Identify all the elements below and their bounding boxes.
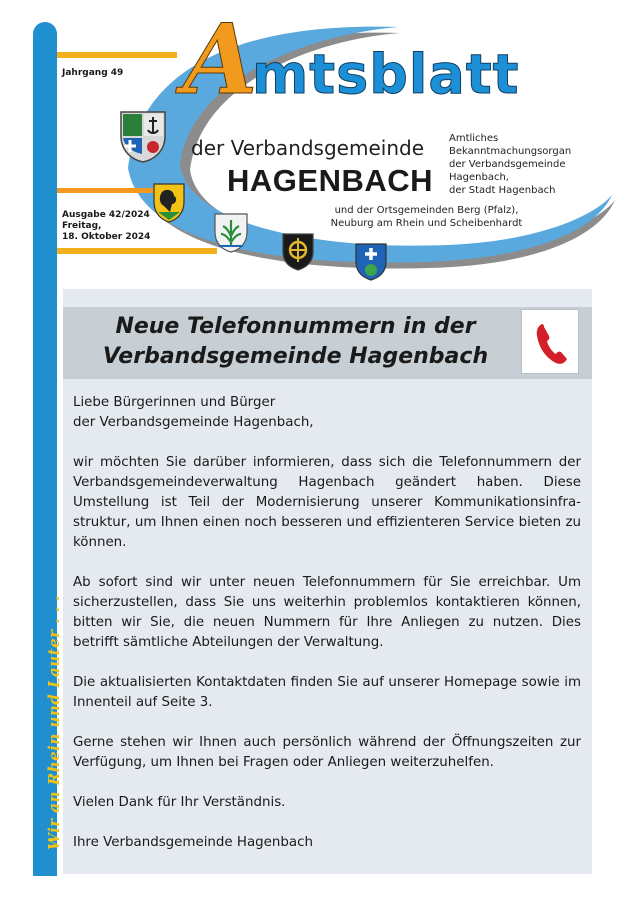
yellow-rule-bottom <box>57 248 217 254</box>
municipalities-line: Neuburg am Rhein und Scheibenhardt <box>330 218 523 229</box>
orange-rule <box>57 188 157 193</box>
phone-icon <box>522 310 580 375</box>
phone-icon-box <box>521 309 579 374</box>
masthead <box>0 0 625 290</box>
article-headline <box>63 312 528 372</box>
crest-hagenbach-icon <box>119 110 167 164</box>
publisher-line: Amtliches <box>449 133 499 144</box>
issue-weekday: Freitag, <box>62 221 102 231</box>
signature: Ihre Verbandsgemeinde Hagenbach <box>73 835 313 850</box>
publisher-line: Bekanntmachungsorgan <box>449 146 572 157</box>
yellow-rule-top <box>57 52 177 58</box>
publisher-line: der Verbandsgemeinde <box>449 159 566 170</box>
title-first-letter: A <box>183 3 258 116</box>
greeting-line: Liebe Bürgerinnen und Bürger <box>73 395 276 410</box>
crest-scheibenhardt-icon <box>281 232 315 272</box>
closing-line: Vielen Dank für Ihr Verständnis. <box>73 795 286 810</box>
volume-label: Jahrgang 49 <box>62 68 124 78</box>
issue-info <box>62 210 150 243</box>
title-rest: mtsblatt <box>252 43 520 106</box>
issue-date: 18. Oktober 2024 <box>62 232 151 242</box>
subtitle: der Verbandsgemeinde <box>191 136 424 160</box>
municipalities-note <box>304 204 549 230</box>
greeting <box>73 393 581 433</box>
paragraph: wir möchten Sie darüber informieren, dass sich die Telefonnummern der Verbandsgemeindeverwaltung Hagenbach geändert haben. Diese Umstellung ist Teil der Modernisierung unserer Kommunikationsinfra-struktur, um Ihnen einen noch besseren und effizienteren Service bieten zu können. <box>73 455 581 550</box>
crest-neuburg-icon <box>213 212 249 254</box>
crest-vg-icon <box>354 242 388 282</box>
issue-number: Ausgabe 42/2024 <box>62 210 150 220</box>
article-body <box>73 393 581 853</box>
headline-line: Neue Telefonnummern in der <box>115 314 476 339</box>
crest-berg-icon <box>152 182 186 224</box>
paragraph: Ab sofort sind wir unter neuen Telefonnummern für Sie erreichbar. Um sicherzustellen, dass Sie uns weiterhin problemlos kontaktieren können, bitten wir Sie, die neuen Nummern für Ihre Anliegen zu nutzen. Dies betrifft sämtliche Abteilungen der Verwaltung. <box>73 575 581 650</box>
publisher-line: Hagenbach, <box>449 172 509 183</box>
side-bar-slogan: Wir an Rhein und Lauter . . . <box>45 595 63 850</box>
place-name: HAGENBACH <box>227 163 433 198</box>
publisher-line: der Stadt Hagenbach <box>449 185 556 196</box>
greeting-line: der Verbandsgemeinde Hagenbach, <box>73 415 314 430</box>
headline-line: Verbandsgemeinde Hagenbach <box>102 344 489 369</box>
paragraph: Gerne stehen wir Ihnen auch persönlich während der Öffnungszeiten zur Verfügung, um Ihnen bei Fragen oder Anliegen weiterzuhelfen. <box>73 735 581 770</box>
municipalities-line: und der Ortsgemeinden Berg (Pfalz), <box>334 205 519 216</box>
publisher-note <box>449 132 571 197</box>
paragraph: Die aktualisierten Kontaktdaten finden Sie auf unserer Homepage sowie im Innenteil auf Seite 3. <box>73 675 581 710</box>
